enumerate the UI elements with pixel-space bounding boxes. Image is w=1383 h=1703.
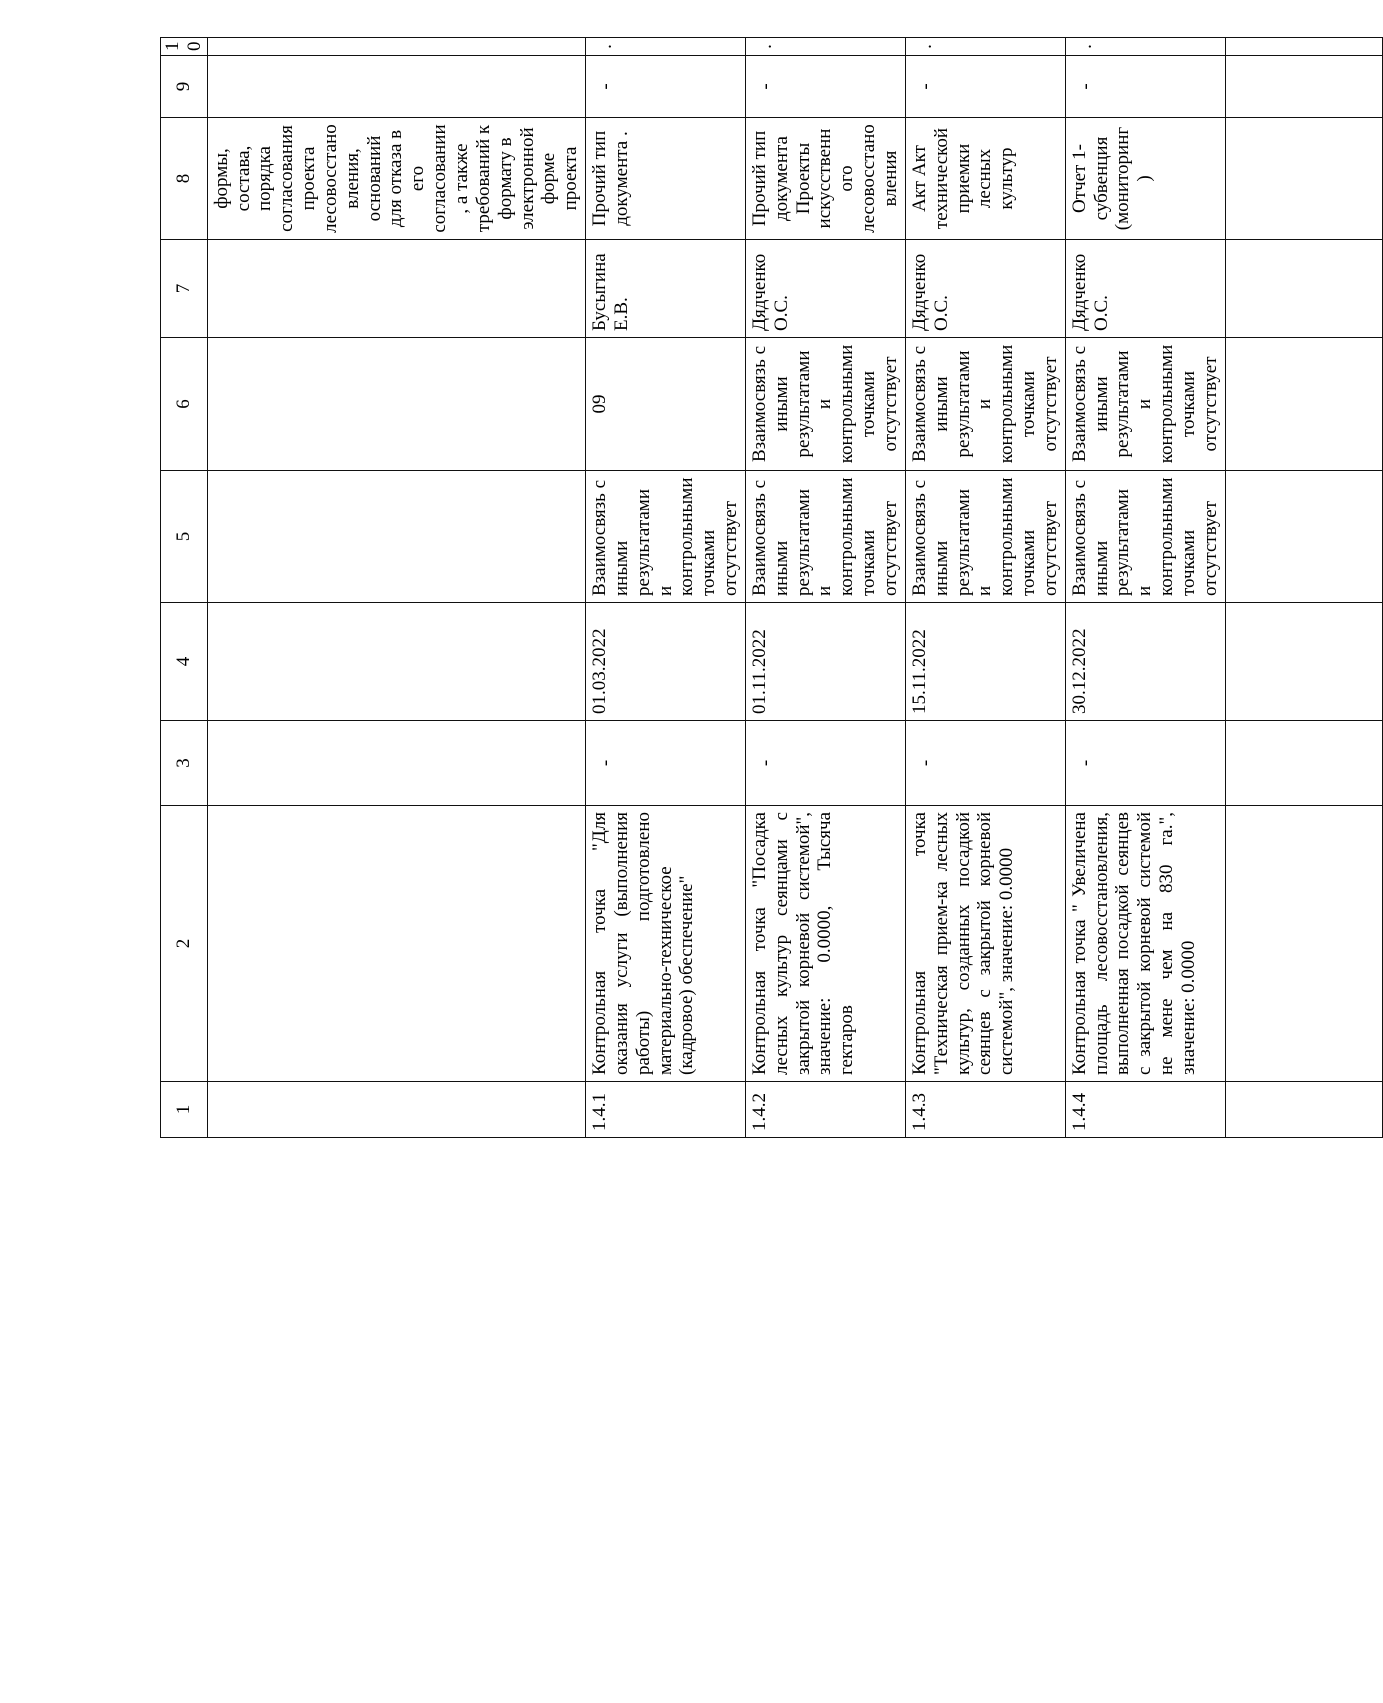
- checkpoint-description: [1225, 806, 1382, 1082]
- col-header-6: 6: [161, 338, 208, 471]
- relation-cell: Взаимосвязь с иными результатами и контрольными точками отсутствует: [745, 471, 905, 603]
- relation-cell: [1225, 338, 1382, 471]
- cell: [1225, 38, 1382, 56]
- col-header-2: 2: [161, 806, 208, 1082]
- cell: [207, 471, 585, 603]
- cell: [1225, 721, 1382, 806]
- cell: -: [745, 56, 905, 118]
- cell: [207, 1082, 585, 1138]
- checkpoint-description: Контрольная точка " Увеличена площадь лесовосстановления, выполненная посадкой сеянцев с закрытой корневой системой не мене чем на 830 га.", значение: 0.0000: [1065, 806, 1225, 1082]
- relation-cell: Взаимосвязь с иными результатами и контрольными точками отсутствует: [905, 338, 1065, 471]
- row-number: 1.4.4: [1065, 1082, 1225, 1138]
- cell: .: [745, 38, 905, 56]
- cell: [1225, 56, 1382, 118]
- col-header-4: 4: [161, 603, 208, 721]
- table-row: [1225, 38, 1382, 1138]
- responsible-cell: Бусыгина Е.В.: [586, 240, 746, 338]
- checkpoints-table: [160, 37, 1383, 1138]
- responsible-cell: Дядченко О.С.: [1065, 240, 1225, 338]
- col-header-5: 5: [161, 471, 208, 603]
- table-row: [745, 38, 905, 1138]
- document-type-cell: [1225, 118, 1382, 240]
- rotated-table-wrapper: [160, 38, 1221, 1138]
- code-cell: 09: [586, 338, 746, 471]
- cell: [207, 338, 585, 471]
- table-row-continuation: [207, 38, 585, 1138]
- cell: [207, 240, 585, 338]
- relation-cell: Взаимосвязь с иными результатами и контрольными точками отсутствует: [905, 471, 1065, 603]
- checkpoint-description: Контрольная точка "Техническая прием-ка лесных культур, созданных посадкой сеянцев с закрытой корневой системой", значение: 0.0000: [905, 806, 1065, 1082]
- cell: [207, 806, 585, 1082]
- cell: -: [905, 721, 1065, 806]
- relation-cell: Взаимосвязь с иными результатами и контрольными точками отсутствует: [1065, 471, 1225, 603]
- row-number: 1.4.3: [905, 1082, 1065, 1138]
- cell: [207, 56, 585, 118]
- col-header-10: 10: [161, 38, 208, 56]
- responsible-cell: Дядченко О.С.: [745, 240, 905, 338]
- col-header-1: 1: [161, 1082, 208, 1138]
- responsible-cell: [1225, 240, 1382, 338]
- date-cell: 01.11.2022: [745, 603, 905, 721]
- document-type-cell: формы, состава, порядка согласования проекта лесовосстановления, оснований для отказа в его согласовании, а также требований к формату в электронной форме проекта: [207, 118, 585, 240]
- cell: -: [586, 56, 746, 118]
- cell: -: [905, 56, 1065, 118]
- document-type-cell: Прочий тип документа .: [586, 118, 746, 240]
- cell: -: [745, 721, 905, 806]
- col-header-7: 7: [161, 240, 208, 338]
- row-number: [1225, 1082, 1382, 1138]
- relation-cell: [1225, 471, 1382, 603]
- cell: .: [586, 38, 746, 56]
- checkpoint-description: Контрольная точка "Посадка лесных культур сеянцами с закрытой корневой системой", значение: 0.0000, Тысяча гектаров: [745, 806, 905, 1082]
- date-cell: 01.03.2022: [586, 603, 746, 721]
- document-type-cell: Прочий тип документа Проекты искусственного лесовосстановления: [745, 118, 905, 240]
- cell: [207, 38, 585, 56]
- date-cell: [1225, 603, 1382, 721]
- table-row: [905, 38, 1065, 1138]
- cell: [207, 721, 585, 806]
- table-row: [1065, 38, 1225, 1138]
- col-header-9: 9: [161, 56, 208, 118]
- checkpoint-description: Контрольная точка "Для оказания услуги (выполнения работы) подготовлено материально-техническое (кадровое) обеспечение": [586, 806, 746, 1082]
- cell: [207, 603, 585, 721]
- cell: -: [1065, 721, 1225, 806]
- document-type-cell: Отчет 1-субвенция (мониторинг): [1065, 118, 1225, 240]
- relation-cell: Взаимосвязь с иными результатами и контрольными точками отсутствует: [586, 471, 746, 603]
- date-cell: 15.11.2022: [905, 603, 1065, 721]
- table-row: [586, 38, 746, 1138]
- cell: .: [905, 38, 1065, 56]
- relation-cell: Взаимосвязь с иными результатами и контрольными точками отсутствует: [1065, 338, 1225, 471]
- header-row: [161, 38, 208, 1138]
- row-number: 1.4.2: [745, 1082, 905, 1138]
- document-type-cell: Акт Акт технической приемки лесных культур: [905, 118, 1065, 240]
- cell: -: [1065, 56, 1225, 118]
- col-header-3: 3: [161, 721, 208, 806]
- cell: .: [1065, 38, 1225, 56]
- row-number: 1.4.1: [586, 1082, 746, 1138]
- responsible-cell: Дядченко О.С.: [905, 240, 1065, 338]
- date-cell: 30.12.2022: [1065, 603, 1225, 721]
- cell: -: [586, 721, 746, 806]
- relation-cell: Взаимосвязь с иными результатами и контрольными точками отсутствует: [745, 338, 905, 471]
- col-header-8: 8: [161, 118, 208, 240]
